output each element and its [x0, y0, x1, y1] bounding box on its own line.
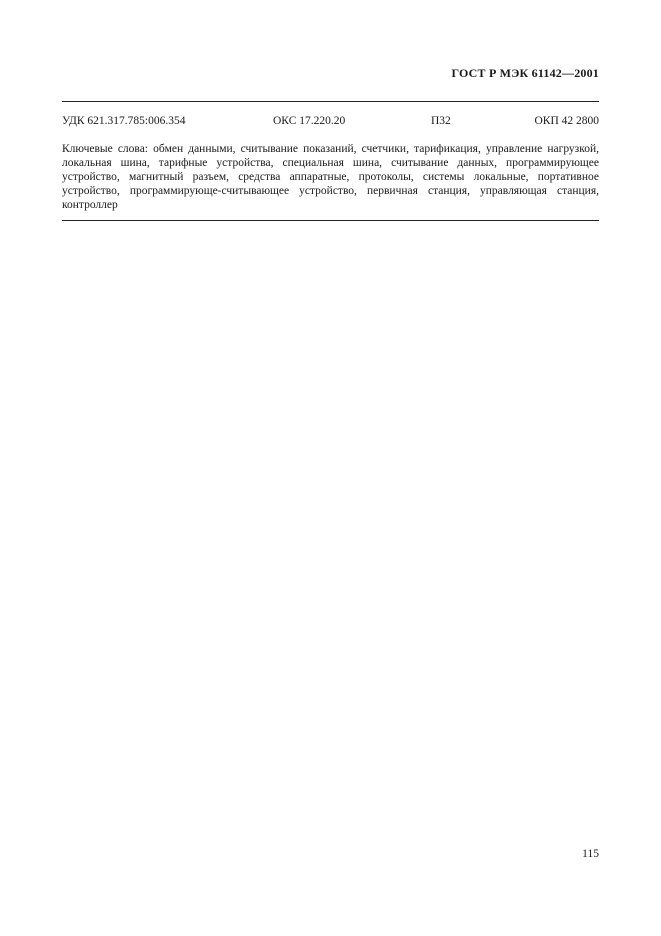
standard-code-header: ГОСТ Р МЭК 61142—2001: [451, 66, 599, 80]
page-number: 115: [582, 848, 599, 860]
top-divider: [62, 101, 599, 102]
oks-code: ОКС 17.220.20: [273, 115, 346, 127]
classification-codes-row: [62, 115, 599, 131]
okp-code: ОКП 42 2800: [534, 115, 599, 127]
keywords-paragraph: Ключевые слова: обмен данными, считывание показаний, счетчики, тарификация, управление нагрузкой, локальная шина, тарифные устройства, специальная шина, считывание данных, программирующее устройство, магнитный разъем, средства аппаратные, протоколы, системы локальные, портативное устройство, программирующе-считывающее устройство, первичная станция, управляющая станция, контроллер: [62, 143, 599, 211]
bottom-divider: [62, 220, 599, 221]
class-code: П32: [431, 115, 451, 127]
udk-code: УДК 621.317.785:006.354: [62, 115, 186, 127]
